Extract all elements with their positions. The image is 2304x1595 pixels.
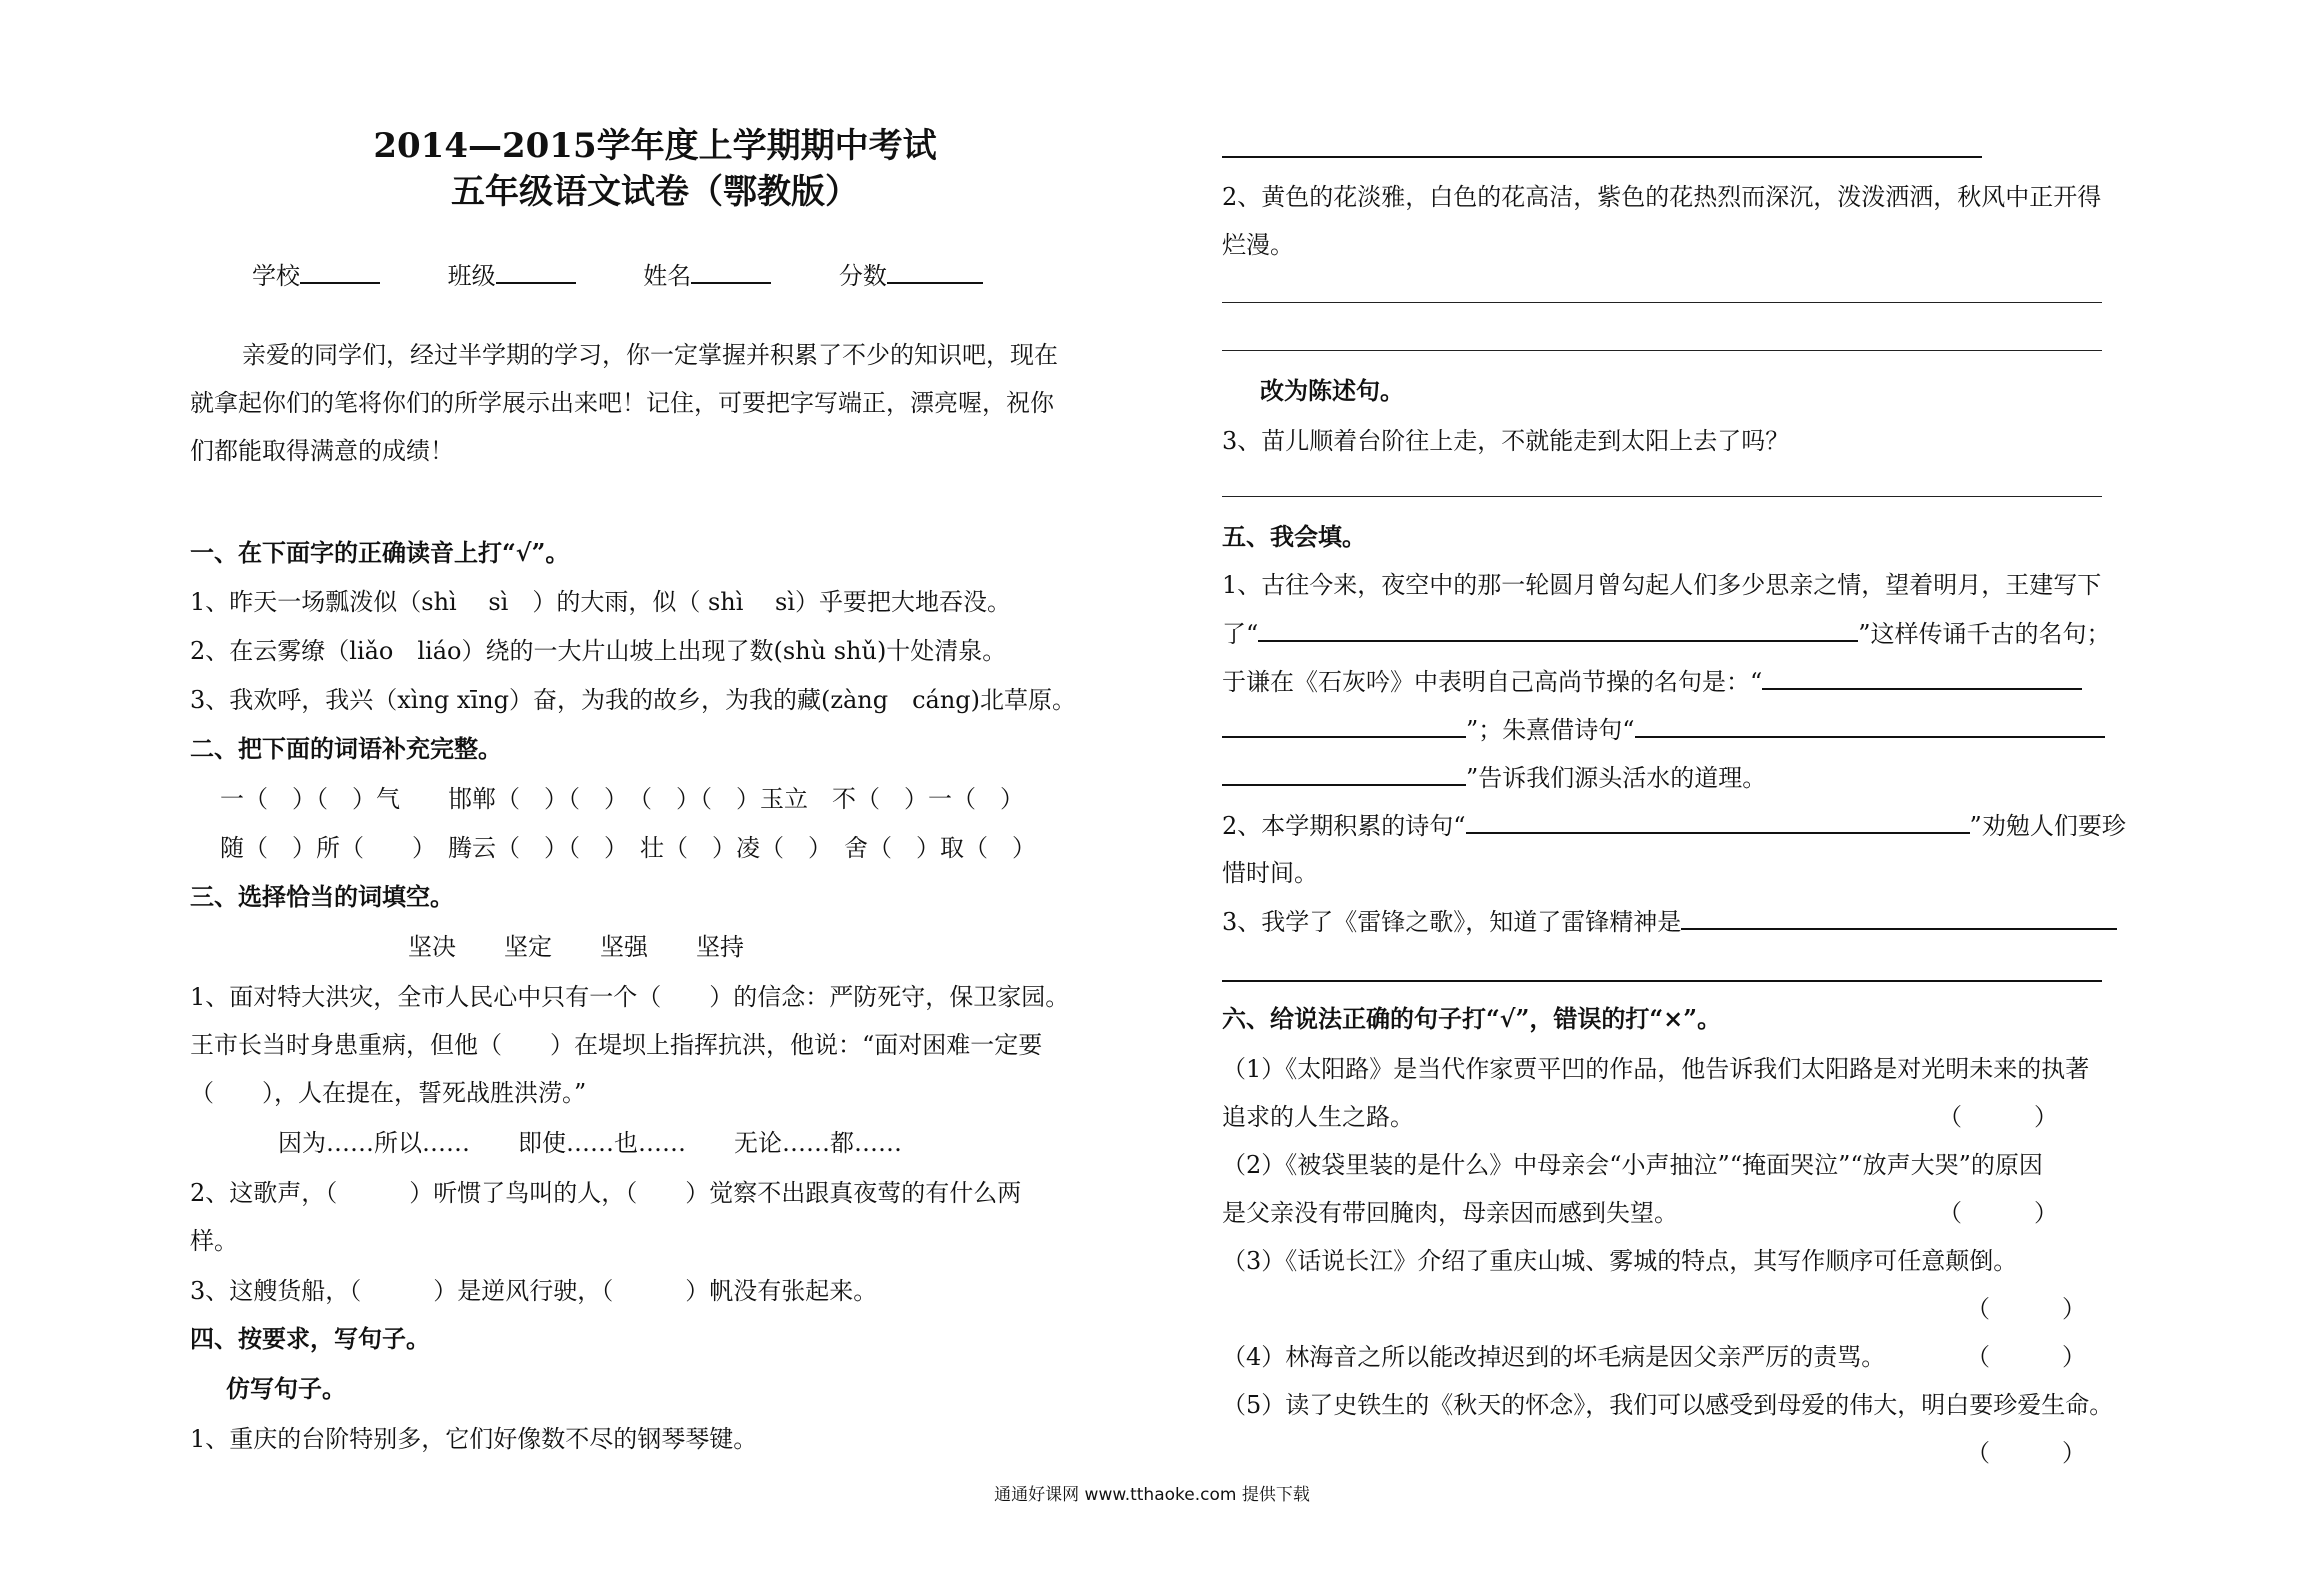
s4-q1: 1、重庆的台阶特别多，它们好像数不尽的钢琴琴键。	[190, 1425, 758, 1453]
s5-q1-blank-4[interactable]	[1635, 712, 2105, 738]
s3-word-choices-2: 因为……所以…… 即使……也…… 无论……都……	[278, 1129, 902, 1157]
section-3-heading: 三、选择恰当的词填空。	[190, 882, 454, 911]
s3-q2-line-2: 样。	[190, 1227, 238, 1255]
s5-q1-blank-2[interactable]	[1762, 664, 2082, 690]
section-6-heading: 六、给说法正确的句子打“√”，错误的打“×”。	[1222, 1004, 1722, 1033]
footer-credit: 通通好课网 www.tthaoke.com 提供下载	[994, 1485, 1310, 1505]
s5-q3-blank[interactable]	[1681, 904, 2117, 930]
s5-q1-line-1: 1、古往今来，夜空中的那一轮圆月曾勾起人们多少思亲之情，望着明月，王建写下	[1222, 571, 2102, 599]
s1-item-2: 2、在云雾缭（liǎo liáo）绕的一大片山坡上出现了数(shù shǔ)十处清泉。	[190, 637, 1007, 665]
intro-line-3: 们都能取得满意的成绩！	[190, 437, 454, 465]
s4-q3-answer-line[interactable]	[1222, 496, 2102, 497]
s5-q1-line-3: 于谦在《石灰吟》中表明自己高尚节操的名句是：“	[1222, 664, 2082, 699]
s4-q3: 3、苗儿顺着台阶往上走，不就能走到太阳上去了吗？	[1222, 427, 1790, 455]
s6-item-1-line-1: （1）《太阳路》是当代作家贾平凹的作品，他告诉我们太阳路是对光明未来的执著	[1222, 1055, 2090, 1083]
s5-q1-line-5: ”告诉我们源头活水的道理。	[1222, 760, 1766, 795]
s5-q1-blank-5[interactable]	[1222, 760, 1466, 786]
s6-item-5: （5）读了史铁生的《秋天的怀念》，我们可以感受到母爱的伟大，明白要珍爱生命。	[1222, 1391, 2114, 1419]
s6-item-5-answer[interactable]: （ ）	[1966, 1439, 2086, 1467]
s1-item-1: 1、昨天一场瓢泼似（shì sì ）的大雨，似（ shì sì）乎要把大地吞没。	[190, 588, 1012, 616]
s1-item-3: 3、我欢呼，我兴（xìng xīng）奋，为我的故乡，为我的藏(zàng cáng)北草原。	[190, 686, 1077, 714]
s4-sub-declarative: 改为陈述句。	[1260, 376, 1404, 405]
s5-q1-line-2: 了“ ”这样传诵千古的名句；	[1222, 616, 2111, 651]
s4-q2-line-1: 2、黄色的花淡雅，白色的花高洁，紫色的花热烈而深沉，泼泼洒洒，秋风中正开得	[1222, 183, 2102, 211]
s4-q2-line-2: 烂漫。	[1222, 231, 1294, 259]
s5-q3: 3、我学了《雷锋之歌》，知道了雷锋精神是	[1222, 904, 2117, 939]
intro-line-2: 就拿起你们的笔将你们的所学展示出来吧！记住，可要把字写端正，漂亮喔，祝你	[190, 389, 1054, 417]
s6-item-4: （4）林海音之所以能改掉迟到的坏毛病是因父亲严厉的责骂。	[1222, 1343, 1886, 1371]
s6-item-3-answer[interactable]: （ ）	[1966, 1295, 2086, 1323]
section-2-heading: 二、把下面的词语补充完整。	[190, 734, 502, 763]
s5-q3-answer-line[interactable]	[1222, 980, 2102, 982]
s5-q1-blank-3[interactable]	[1222, 712, 1466, 738]
intro-line-1: 亲爱的同学们，经过半学期的学习，你一定掌握并积累了不少的知识吧，现在	[242, 341, 1058, 369]
s6-item-4-answer[interactable]: （ ）	[1966, 1343, 2086, 1371]
s6-item-2-line-1: （2）《被袋里装的是什么》中母亲会“小声抽泣”“掩面哭泣”“放声大哭”的原因	[1222, 1151, 2043, 1179]
s6-item-2-answer[interactable]: （ ）	[1938, 1199, 2058, 1227]
page-title: 2014—2015学年度上学期期中考试	[373, 126, 937, 166]
s4-q1-answer-line[interactable]	[1222, 156, 1982, 158]
s5-q2-line-2: 惜时间。	[1222, 859, 1318, 887]
s5-q2-line-1: 2、本学期积累的诗句“ ”劝勉人们要珍	[1222, 808, 2126, 843]
s6-item-1-line-2: 追求的人生之路。	[1222, 1103, 1414, 1131]
s6-item-2-line-2: 是父亲没有带回腌肉，母亲因而感到失望。	[1222, 1199, 1678, 1227]
s3-q2-line-1: 2、这歌声，（ ）听惯了鸟叫的人，（ ）觉察不出跟真夜莺的有什么两	[190, 1179, 1022, 1207]
school-field[interactable]: 学校	[252, 258, 380, 293]
student-info-row	[252, 258, 1043, 293]
score-field[interactable]: 分数	[839, 258, 983, 293]
s6-item-3: （3）《话说长江》介绍了重庆山城、雾城的特点，其写作顺序可任意颠倒。	[1222, 1247, 2018, 1275]
s3-word-choices-1: 坚决 坚定 坚强 坚持	[408, 933, 744, 961]
s3-q1-line-1: 1、面对特大洪灾，全市人民心中只有一个（ ）的信念：严防死守，保卫家园。	[190, 983, 1070, 1011]
s2-row-1: 一（ ）（ ）气 邯郸（ ）（ ） （ ）（ ）玉立 不（ ）一（ ）	[220, 785, 1024, 813]
s3-q3: 3、这艘货船，（ ）是逆风行驶，（ ）帆没有张起来。	[190, 1277, 878, 1305]
s4-sub-imitate: 仿写句子。	[226, 1374, 346, 1403]
section-1-heading: 一、在下面字的正确读音上打“√”。	[190, 538, 570, 567]
class-field[interactable]: 班级	[448, 258, 576, 293]
s5-q1-line-4: ”；朱熹借诗句“	[1222, 712, 2105, 747]
s4-q2-answer-line-1[interactable]	[1222, 302, 2102, 303]
name-field[interactable]: 姓名	[643, 258, 771, 293]
s5-q2-blank[interactable]	[1466, 808, 1970, 834]
s4-q2-answer-line-2[interactable]	[1222, 350, 2102, 351]
s3-q1-line-2: 王市长当时身患重病，但他（ ）在堤坝上指挥抗洪，他说：“面对困难一定要	[190, 1031, 1043, 1059]
page-subtitle: 五年级语文试卷（鄂教版）	[451, 172, 859, 212]
s2-row-2: 随（ ）所（ ） 腾云（ ）（ ） 壮（ ）凌（ ） 舍（ ）取（ ）	[220, 834, 1036, 862]
s6-item-1-answer[interactable]: （ ）	[1938, 1103, 2058, 1131]
s3-q1-line-3: （ ），人在提在，誓死战胜洪涝。”	[190, 1079, 587, 1107]
section-4-heading: 四、按要求，写句子。	[190, 1324, 430, 1353]
s5-q1-blank-1[interactable]	[1258, 616, 1858, 642]
section-5-heading: 五、我会填。	[1222, 522, 1366, 551]
